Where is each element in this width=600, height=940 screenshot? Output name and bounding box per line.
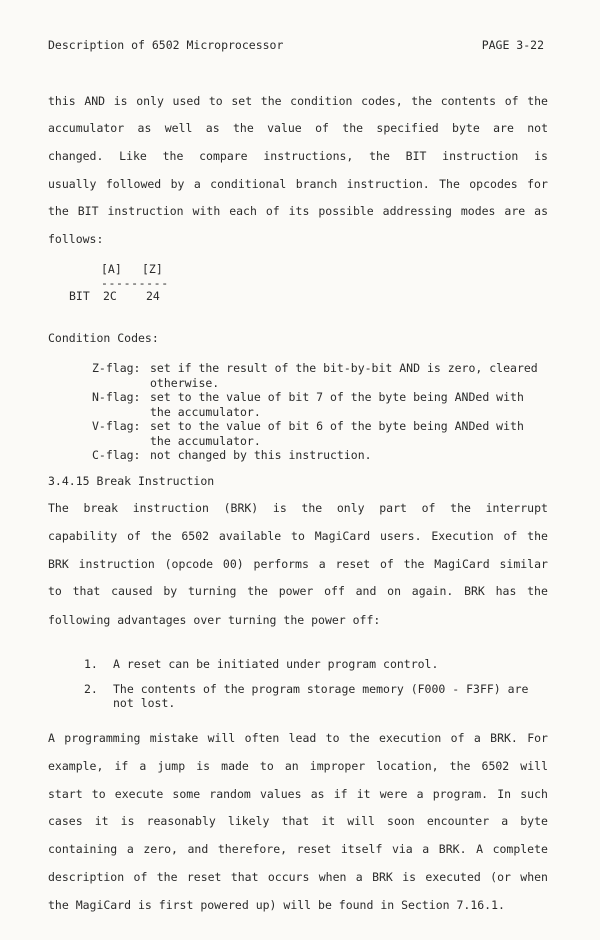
condition-text: set to the value of bit 7 of the byte being ANDed with the accumulator.	[150, 390, 524, 419]
text-line: description of the reset that occurs when a BRK is executed (or when	[48, 870, 548, 884]
text-line: this AND is only used to set the condition codes, the contents of the	[48, 94, 548, 108]
col-header-a: [A]	[101, 262, 122, 276]
condition-item	[92, 448, 548, 463]
condition-label: Z-flag:	[92, 361, 141, 375]
condition-codes-heading: Condition Codes:	[48, 331, 159, 345]
text-line: accumulator as well as the value of the specified byte are not	[48, 121, 548, 135]
text-line: A programming mistake will often lead to the execution of a BRK. For	[48, 731, 548, 745]
table-rule: ---------	[101, 276, 169, 290]
page-header	[48, 38, 544, 52]
section-heading: 3.4.15 Break Instruction	[48, 474, 215, 488]
condition-item	[92, 390, 548, 419]
condition-label: N-flag:	[92, 390, 141, 404]
text-line: the MagiCard is first powered up) will be found in Section 7.16.1.	[48, 898, 505, 912]
condition-text: set if the result of the bit-by-bit AND is zero, cleared otherwise.	[150, 361, 538, 390]
text-line: start to execute some random values as if it were a program. In such	[48, 787, 548, 801]
opcode-a: 2C	[103, 289, 117, 303]
list-text: A reset can be initiated under program control.	[113, 657, 439, 671]
condition-text: not changed by this instruction.	[150, 448, 372, 462]
list-number: 1.	[84, 657, 98, 671]
text-line: follows:	[48, 232, 104, 246]
text-line: BRK instruction (opcode 00) performs a reset of the MagiCard similar	[48, 557, 548, 571]
text-line: capability of the 6502 available to MagiCard users. Execution of the	[48, 529, 548, 543]
mnemonic: BIT	[69, 289, 90, 303]
condition-label: C-flag:	[92, 448, 141, 462]
list-item	[84, 657, 548, 672]
opcode-z: 24	[146, 289, 160, 303]
text-line: example, if a jump is made to an improper location, the 6502 will	[48, 759, 548, 773]
condition-label: V-flag:	[92, 419, 141, 433]
text-line: The break instruction (BRK) is the only part of the interrupt	[48, 501, 548, 515]
list-number: 2.	[84, 681, 98, 696]
page-number: PAGE 3-22	[481, 38, 544, 52]
text-line: changed. Like the compare instructions, the BIT instruction is	[48, 149, 548, 163]
advantages-list	[84, 657, 548, 711]
list-text: The contents of the program storage memory (F000 - F3FF) are not lost.	[113, 681, 529, 710]
condition-item	[92, 419, 548, 448]
text-line: following advantages over turning the power off:	[48, 613, 381, 627]
condition-codes-list	[92, 361, 548, 463]
condition-item	[92, 361, 548, 390]
text-line: cases it is reasonably likely that it will soon encounter a byte	[48, 814, 548, 828]
header-title: Description of 6502 Microprocessor	[48, 38, 284, 52]
text-line: to that caused by turning the power off and on again. BRK has the	[48, 584, 548, 598]
text-line: the BIT instruction with each of its possible addressing modes are as	[48, 204, 548, 218]
text-line: usually followed by a conditional branch instruction. The opcodes for	[48, 177, 548, 191]
list-item	[84, 682, 548, 711]
col-header-z: [Z]	[142, 262, 163, 276]
text-line: containing a zero, and therefore, reset itself via a BRK. A complete	[48, 842, 548, 856]
condition-text: set to the value of bit 6 of the byte being ANDed with the accumulator.	[150, 419, 524, 448]
